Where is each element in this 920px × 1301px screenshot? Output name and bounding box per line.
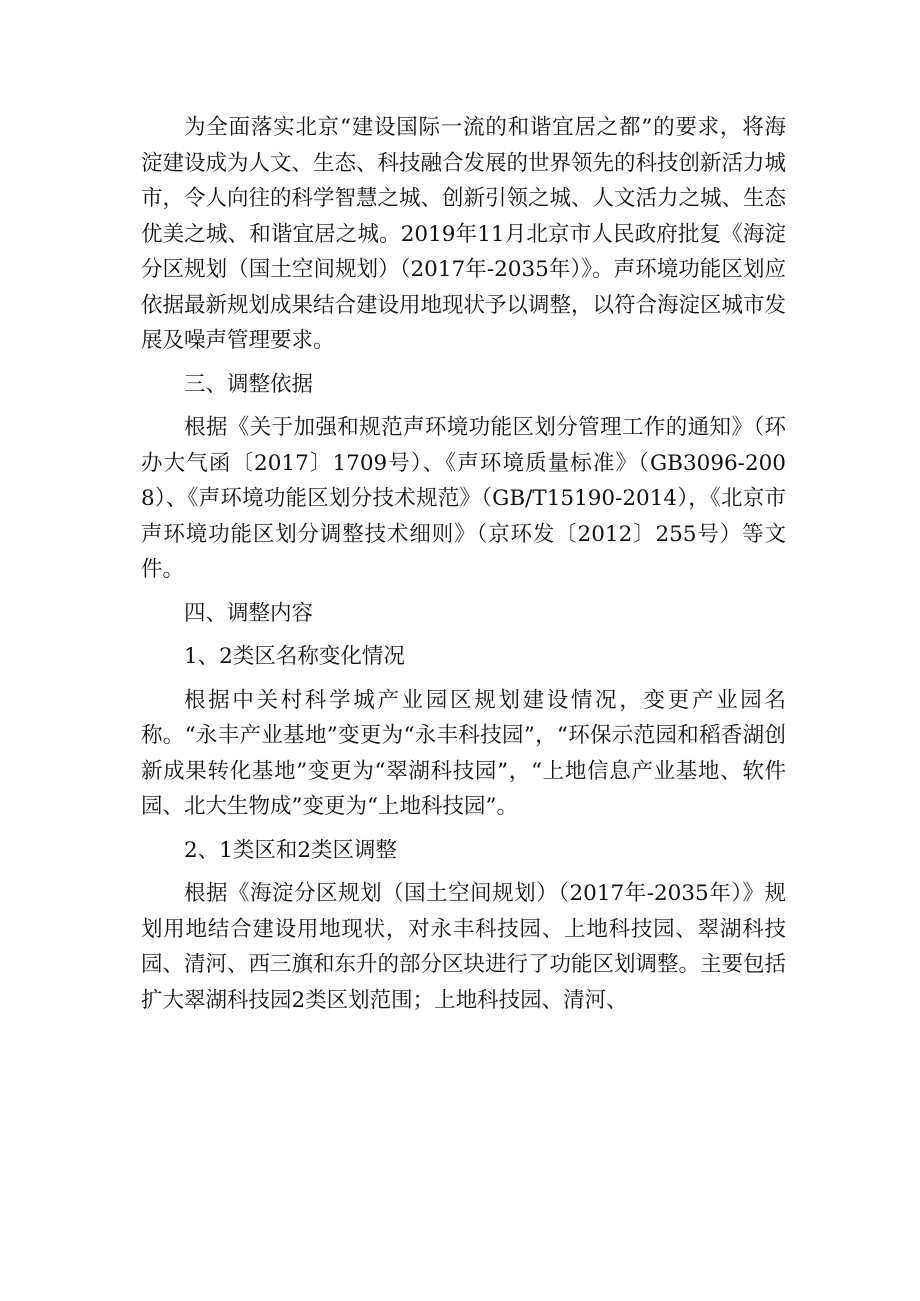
subheading-name-change: 1、2类区名称变化情况 — [184, 644, 405, 669]
basis-paragraph: 根据《关于加强和规范声环境功能区划分管理工作的通知》（环办大气函〔2017〕1709号）、《声环境质量标准》（GB3096-2008）、《声环境功能区划分技术规范》（GB/T15190-2014），《北京市声环境功能区划分调整技术细则》（京环发〔2012〕255号）等文件。 — [141, 415, 786, 582]
name-change-paragraph: 根据中关村科学城产业园区规划建设情况，变更产业园名称。“永丰产业基地”变更为“永丰科技园”，“环保示范园和稻香湖创新成果转化基地”变更为“翠湖科技园”，“上地信息产业基地、软件园、北大生物成”变更为“上地科技园”。 — [141, 687, 786, 819]
zone-adjustment-paragraph: 根据《海淀分区规划（国土空间规划）（2017年-2035年）》规划用地结合建设用地现状，对永丰科技园、上地科技园、翠湖科技园、清河、西三旗和东升的部分区块进行了功能区划调整。主要包括扩大翠湖科技园2类区划范围；上地科技园、清河、 — [141, 881, 787, 1013]
document-page — [141, 110, 786, 1026]
subheading-zone-adjustment: 2、1类区和2类区调整 — [184, 837, 398, 863]
intro-paragraph: 为全面落实北京“建设国际一流的和谐宜居之都”的要求，将海淀建设成为人文、生态、科技融合发展的世界领先的科技创新活力城市，令人向往的科学智慧之城、创新引领之城、人文活力之城、生态优美之城、和谐宜居之城。2019年11月北京市人民政府批复《海淀分区规划（国土空间规划）（2017年-2035年）》。声环境功能区划应依据最新规划成果结合建设用地现状予以调整，以符合海淀区城市发展及噪声管理要求。 — [141, 115, 787, 353]
section-heading-basis: 三、调整依据 — [184, 371, 314, 397]
section-heading-content: 四、调整内容 — [184, 600, 314, 626]
